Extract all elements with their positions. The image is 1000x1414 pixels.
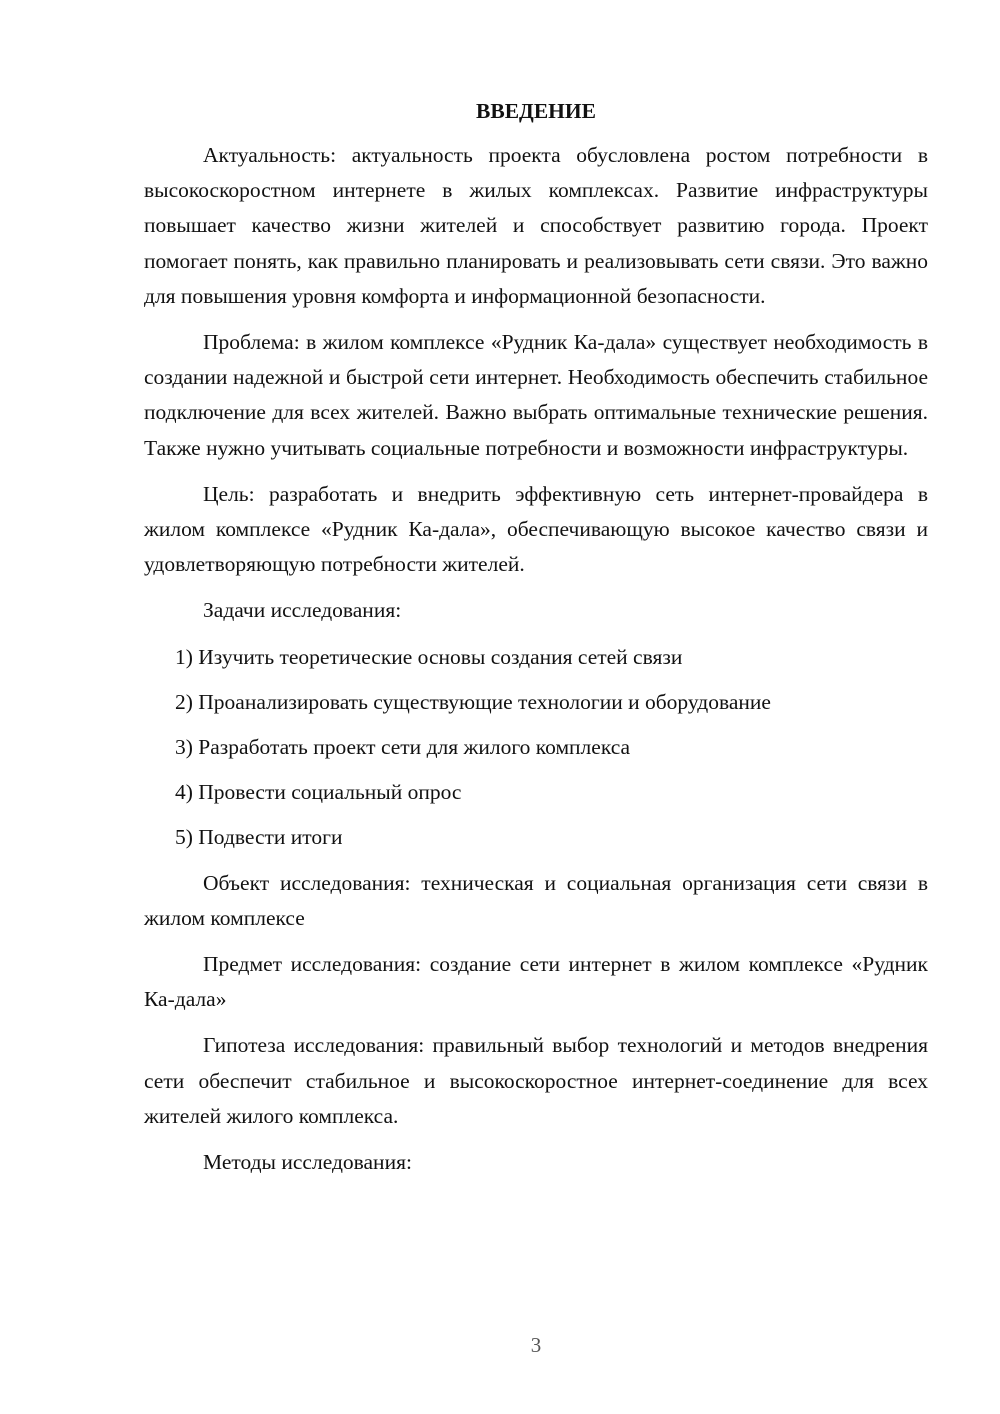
paragraph-methods: Методы исследования: xyxy=(203,1150,412,1175)
task-item: 1) Изучить теоретические основы создания сетей связи xyxy=(175,644,683,669)
paragraph-goal: Цель: разработать и внедрить эффективную сеть интернет-провайдера в жилом комплексе «Рудник Ка-дала», обеспечивающую высокое качество связи и удовлетворяющую потребности жителей. xyxy=(144,481,928,577)
paragraph-object: Объект исследования: техническая и социальная организация сети связи в жилом комплексе xyxy=(144,870,928,930)
task-item: 3) Разработать проект сети для жилого комплекса xyxy=(175,735,631,760)
page-content xyxy=(144,96,928,1191)
task-item: 4) Провести социальный опрос xyxy=(175,780,462,805)
paragraph-problem: Проблема: в жилом комплексе «Рудник Ка-дала» существует необходимость в создании надежной и быстрой сети интернет. Необходимость обеспечить стабильное подключение для всех жителей. Важно выбрать оптимальные технические решения. Также нужно учитывать социальные потребности и возможности инфраструктуры. xyxy=(144,330,928,460)
paragraph-subject: Предмет исследования: создание сети интернет в жилом комплексе «Рудник Ка-дала» xyxy=(144,952,928,1012)
paragraph-relevance: Актуальность: актуальность проекта обусловлена ростом потребности в высокоскоростном интернете в жилых комплексах. Развитие инфраструктуры повышает качество жизни жителей и способствует развитию города. Проект помогает понять, как правильно планировать и реализовывать сети связи. Это важно для повышения уровня комфорта и информационной безопасности. xyxy=(144,143,928,308)
paragraph-hypothesis: Гипотеза исследования: правильный выбор технологий и методов внедрения сети обеспечит стабильное и высокоскоростное интернет-соединение для всех жителей жилого комплекса. xyxy=(144,1033,928,1128)
page-number: 3 xyxy=(530,1333,542,1357)
task-item: 5) Подвести итоги xyxy=(175,825,343,850)
paragraph-tasks-heading: Задачи исследования: xyxy=(203,598,402,623)
section-heading: ВВЕДЕНИЕ xyxy=(476,99,596,123)
task-item: 2) Проанализировать существующие технологии и оборудование xyxy=(175,689,771,714)
